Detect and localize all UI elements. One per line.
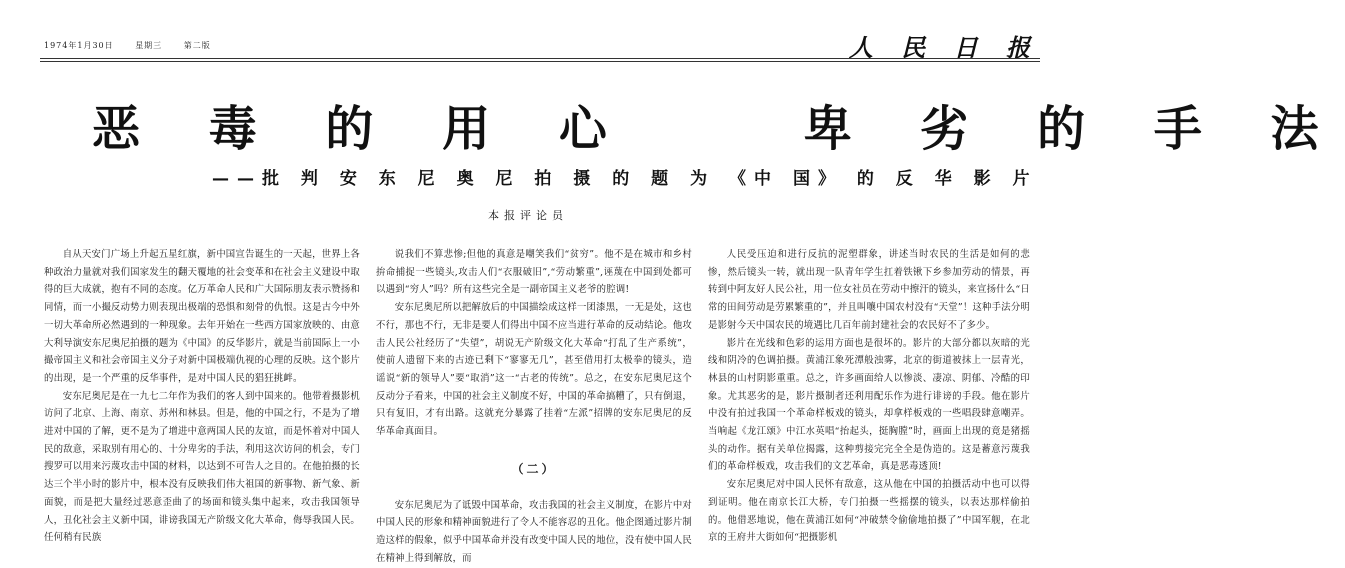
- paragraph: 安东尼奥尼对中国人民怀有敌意，这从他在中国的拍摄活动中也可以得到证明。他在南京长江大桥，专门拍摄一些摇摆的镜头，以表达那样偷拍的。他借恶地说，他在黄浦江如何“冲破禁令偷偷地拍摄了”中国军舰，在北京的王府井大街如何“把摄影机: [708, 479, 1030, 544]
- paragraph: 安东尼奥尼是在一九七二年作为我们的客人到中国来的。他带着摄影机访问了北京、上海、南京、苏州和林县。但是，他的中国之行，不是为了增进对中国的了解，更不是为了增进中意两国人民的友谊，而是怀着对中国人民的敌意，采取别有用心的、十分卑劣的手法，利用这次访问的机会，专门搜罗可以用来污蔑攻击中国的材料，以达到不可告人之目的。在他拍摄的长达三个半小时的影片中，根本没有反映我们伟大祖国的新事物、新气象、新面貌，而是把大量经过恶意歪曲了的场面和镜头集中起来，攻击我国领导人，丑化社会主义新中国，诽谤我国无产阶级文化大革命，侮辱我国人民。任何稍有民族: [44, 390, 360, 544]
- issue-date: 1974年1月30日: [44, 41, 114, 50]
- article-byline: 本报评论员: [488, 209, 568, 222]
- newspaper-masthead: 人 民 日 报: [848, 33, 1040, 62]
- text-column-3: [708, 246, 1030, 547]
- issue-weekday: 星期三: [135, 41, 163, 50]
- paragraph: 人民受压迫和进行反抗的泥塑群象，讲述当时农民的生活是如何的悲惨，然后镜头一转，就出现一队青年学生扛着铁锹下乡参加劳动的情景，再转到中阿友好人民公社，用一位女社员在劳动中擦汗的镜头，来宣扬什么“日常的田间劳动是劳累繁重的”，并且叫嚷中国农村没有“天堂”！这种手法分明是影射今天中国农民的境遇比几百年前封建社会的农民好不了多少。: [708, 249, 1030, 331]
- paragraph: 安东尼奥尼所以把解放后的中国描绘成这样一团漆黑，一无是处，这也不行，那也不行，无非是要人们得出中国不应当进行革命的反动结论。他攻击人民公社经历了“失望”，胡说无产阶级文化大革命“打乱了生产系统”，使前人遗留下来的古迹已剩下“寥寥无几”，甚至借用打太极拳的镜头，造谣说“新的领导人”要“取消”这一“古老的传统”。总之，在安东尼奥尼这个反动分子看来，中国的社会主义制度不好，中国的革命搞糟了，只有倒退，只有复旧，才有出路。这就充分暴露了挂着“左派”招牌的安东尼奥尼的反华革命真面目。: [376, 302, 692, 438]
- paragraph: 说我们不算悲惨;但他的真意是嘲笑我们“贫穷”。他不是在城市和乡村拚命捕捉一些镜头,攻击人们“衣服破旧”,“劳动繁重”,诬蔑在中国到处都可以遇到“穷人”吗？所有这些完全是一副帝国主义老爷的腔调!: [376, 249, 692, 296]
- page-number: 第二版: [183, 41, 211, 50]
- text-column-1: [44, 246, 360, 547]
- paragraph: 影片在光线和色彩的运用方面也是很坏的。影片的大部分都以灰暗的光线和阴冷的色调拍摄。黄浦江象死潭般浊雾，北京的街道被抹上一层青光，林县的山村阴影重重。总之，许多画面给人以惨淡、凄凉、阴郁、冷酷的印象。尤其恶劣的是，影片摄制者还利用配乐作为进行诽谤的手段。他在影片中没有拍过我国一个革命样板戏的镜头，却拿样板戏的一些唱段肆意嘲弄。当响起《龙江颂》中江水英唱“抬起头，挺胸膛”时，画面上出现的竟是猪摇头的动作。据有关单位揭露，这种剪接完完全全是伪造的。这是蓄意污蔑我们的革命样板戏，攻击我们的文艺革命，真是恶毒透顶!: [708, 337, 1030, 473]
- article-title: 恶 毒 的 用 心 卑 劣 的 手 法: [92, 101, 1345, 157]
- text-column-2: [376, 246, 692, 568]
- paragraph: 自从天安门广场上升起五星红旗，新中国宣告诞生的一天起，世界上各种政治力量就对我们国家发生的翻天覆地的社会变革和在社会主义建设中取得的巨大成就，抱有不同的态度。亿万革命人民和广大国际朋友表示赞扬和同情，而一小撮反动势力则表现出极端的恐惧和刻骨的仇恨。这是古今中外一切大革命所必然遇到的一种现象。去年开始在一些西方国家放映的、由意大利导演安东尼奥尼拍摄的题为《中国》的反华影片，就是当前国际上一小撮帝国主义和社会帝国主义分子对新中国极端仇视的心理的反映。这个影片的出现，是一个严重的反华事件，是对中国人民的猖狂挑衅。: [44, 249, 360, 384]
- header-rule-inner: [40, 61, 1040, 62]
- header-rule: [40, 58, 1040, 59]
- header-bar: [44, 40, 229, 51]
- article-subtitle: ——批 判 安 东 尼 奥 尼 拍 摄 的 题 为 《中 国》 的 反 华 影 片: [212, 169, 1038, 189]
- paragraph: 安东尼奥尼为了诋毁中国革命，攻击我国的社会主义制度，在影片中对中国人民的形象和精神面貌进行了令人不能容忍的丑化。他企图通过影片制造这样的假象，似乎中国革命并没有改变中国人民的地位，没有使中国人民在精神上得到解放，而: [376, 499, 692, 564]
- section-heading: （二）: [511, 461, 557, 476]
